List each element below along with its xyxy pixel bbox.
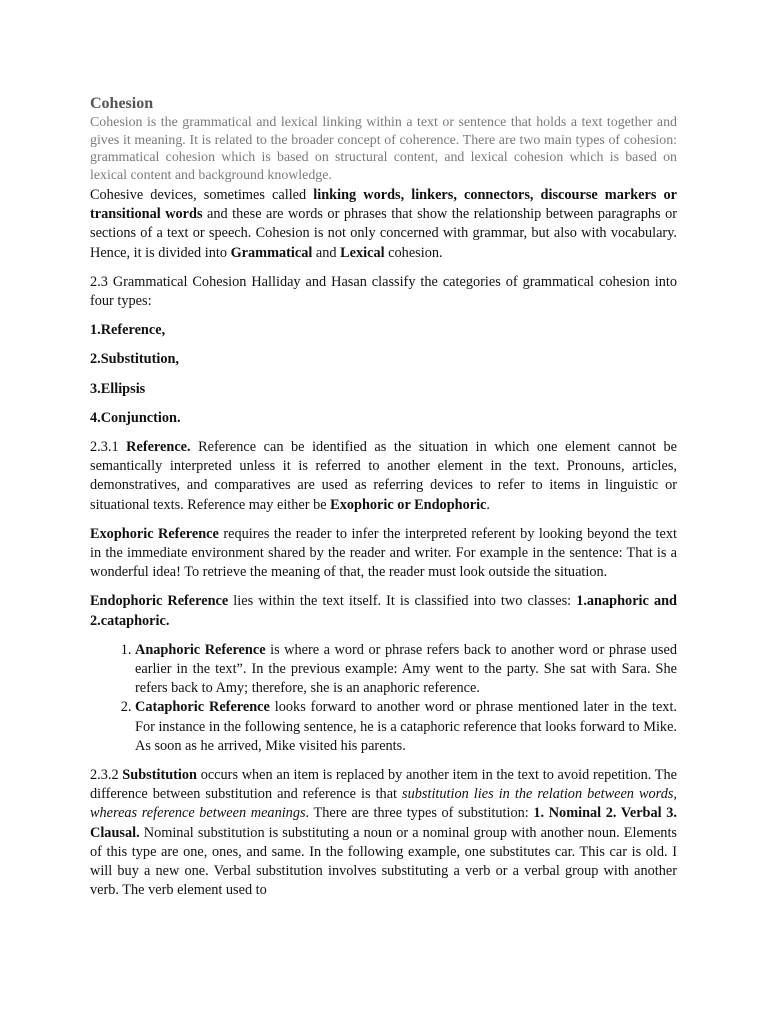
reference-paragraph: 2.3.1 Reference. Reference can be identified as the situation in which one element cannot be semantically interpreted unless it is referred to another element in the text. Pronouns, articles, demonstratives, and comparatives are used as referring devices to refer to items in linguistic or situational texts. Reference may either be Exophoric or Endophoric.: [90, 439, 677, 513]
intro-paragraph: Cohesion is the grammatical and lexical linking within a text or sentence that holds a text together and gives it meaning. It is related to the broader concept of coherence. There are two main types of cohesion: grammatical cohesion which is based on structural content, and lexical cohesion which is based on lexical content and background knowledge.: [90, 115, 677, 183]
substitution-paragraph: 2.3.2 Substitution occurs when an item is replaced by another item in the text to avoid repetition. The difference between substitution and reference is that substitution lies in the relation between words, whereas reference between meanings. There are three types of substitution: 1. Nominal 2. Verbal 3. Clausal. Nominal substitution is substituting a noun or a nominal group with another noun. Elements of this type are one, ones, and same. In the following example, one substitutes car. This car is old. I will buy a new one. Verbal substitution involves substituting a verb or a verbal group with another verb. The verb element used to: [90, 767, 678, 899]
devices-paragraph: Cohesive devices, sometimes called linking words, linkers, connectors, discourse markers or transitional words and these are words or phrases that show the relationship between paragraphs or sections of a text or speech. Cohesion is not only concerned with grammar, but also with vocabulary. Hence, it is divided into Grammatical and Lexical cohesion.: [90, 187, 677, 261]
list-item-anaphoric: 1. Anaphoric Reference is where a word or phrase refers back to another word or phrase used earlier in the text”. In the previous example: Amy went to the party. She sat with Sara. She refers back to Amy; therefore, she is an anaphoric reference.: [135, 641, 677, 699]
reference-types-list: [90, 641, 677, 756]
type-conjunction: 4.Conjunction.: [90, 409, 181, 426]
exophoric-paragraph: Exophoric Reference requires the reader to infer the interpreted referent by looking beyond the text in the immediate environment shared by the reader and writer. For example in the sentence: That is a wonderful idea! To retrieve the meaning of that, the reader must look outside the situation.: [90, 525, 677, 581]
grammatical-cohesion-paragraph: 2.3 Grammatical Cohesion Halliday and Hasan classify the categories of grammatical cohesion into four types:: [90, 273, 677, 310]
list-item-cataphoric: 2. Cataphoric Reference looks forward to another word or phrase mentioned later in the text. For instance in the following sentence, he is a cataphoric reference that looks forward to Mike. As soon as he arrived, Mike visited his parents.: [135, 698, 677, 756]
type-reference: 1.Reference,: [90, 322, 166, 339]
page-title: Cohesion: [90, 95, 154, 112]
endophoric-paragraph: Endophoric Reference lies within the text itself. It is classified into two classes: 1.anaphoric and 2.cataphoric.: [90, 593, 677, 629]
type-ellipsis: 3.Ellipsis: [90, 380, 146, 397]
type-substitution: 2.Substitution,: [90, 351, 179, 368]
